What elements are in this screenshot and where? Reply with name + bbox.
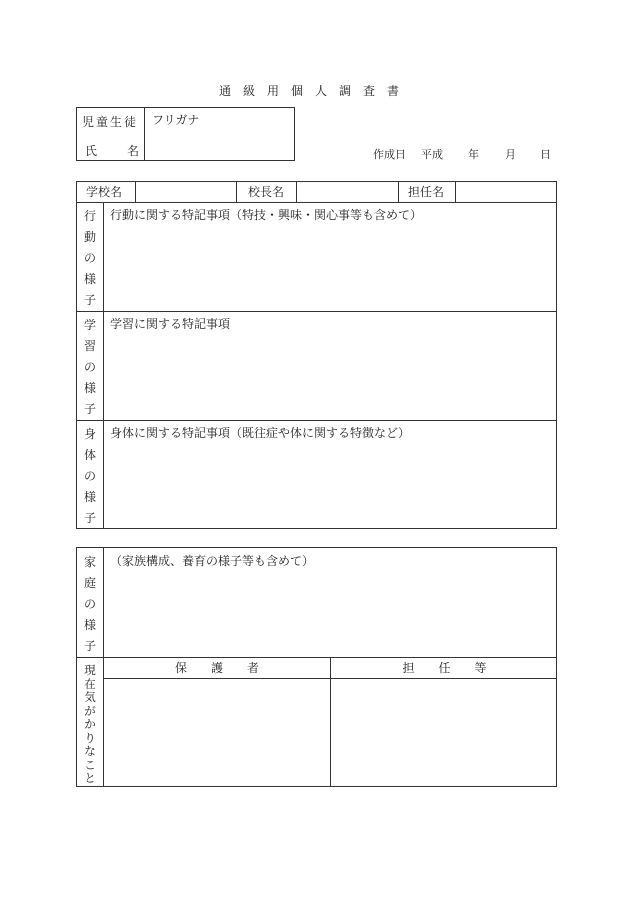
guardian-column-label: 保 護 者: [174, 661, 259, 675]
school-name-field[interactable]: [136, 182, 235, 202]
teacher-column-label: 担 任 等: [402, 661, 487, 675]
family-notes-field[interactable]: [105, 570, 555, 655]
behavior-side-label: 行 動 の 様 子: [83, 209, 96, 307]
principal-name-field[interactable]: [297, 182, 397, 202]
row-divider: [77, 202, 556, 203]
year-label: 年: [468, 148, 479, 161]
name-label-second: 名: [127, 144, 140, 158]
name-label-first: 氏: [85, 144, 98, 158]
principal-label: 校長名: [248, 185, 285, 199]
student-label: 児童生徒: [82, 115, 139, 129]
teacher-concerns-field[interactable]: [333, 680, 555, 784]
era-label: 平成: [421, 148, 443, 161]
student-name-field[interactable]: [145, 128, 293, 160]
family-table: [76, 547, 557, 787]
physical-notes-field[interactable]: [105, 442, 555, 526]
furigana-label: フリガナ: [152, 113, 200, 127]
divider: [330, 657, 331, 786]
row-divider: [77, 420, 556, 421]
created-date-label: 作成日: [373, 148, 406, 161]
divider: [398, 182, 399, 202]
family-side-label: 家 庭 の 様 子: [83, 555, 96, 653]
month-label: 月: [505, 148, 516, 161]
page-title: 通級用個人調査書: [218, 84, 411, 98]
divider: [236, 182, 237, 202]
physical-side-label: 身 体 の 様 子: [83, 427, 96, 525]
main-table: [76, 181, 557, 529]
teacher-label: 担任名: [408, 185, 445, 199]
student-name-box: [76, 107, 295, 161]
family-heading: （家族構成、養育の様子等も含めて）: [110, 554, 315, 568]
learning-notes-field[interactable]: [105, 333, 555, 418]
learning-side-label: 学 習 の 様 子: [83, 318, 96, 416]
row-divider: [77, 657, 556, 658]
row-divider: [77, 311, 556, 312]
physical-heading: 身体に関する特記事項（既往症や体に関する特徴など）: [110, 426, 411, 440]
guardian-concerns-field[interactable]: [105, 680, 328, 784]
header-row: [77, 182, 558, 202]
school-label: 学校名: [86, 185, 123, 199]
day-label: 日: [540, 148, 551, 161]
divider: [103, 202, 104, 528]
learning-heading: 学習に関する特記事項: [110, 317, 231, 331]
behavior-notes-field[interactable]: [105, 224, 555, 309]
behavior-heading: 行動に関する特記事項（特技・興味・関心事等も含めて）: [110, 208, 423, 222]
concerns-side-label: 現 在 気 が か り な こ と: [84, 663, 96, 785]
teacher-name-field[interactable]: [456, 182, 556, 202]
